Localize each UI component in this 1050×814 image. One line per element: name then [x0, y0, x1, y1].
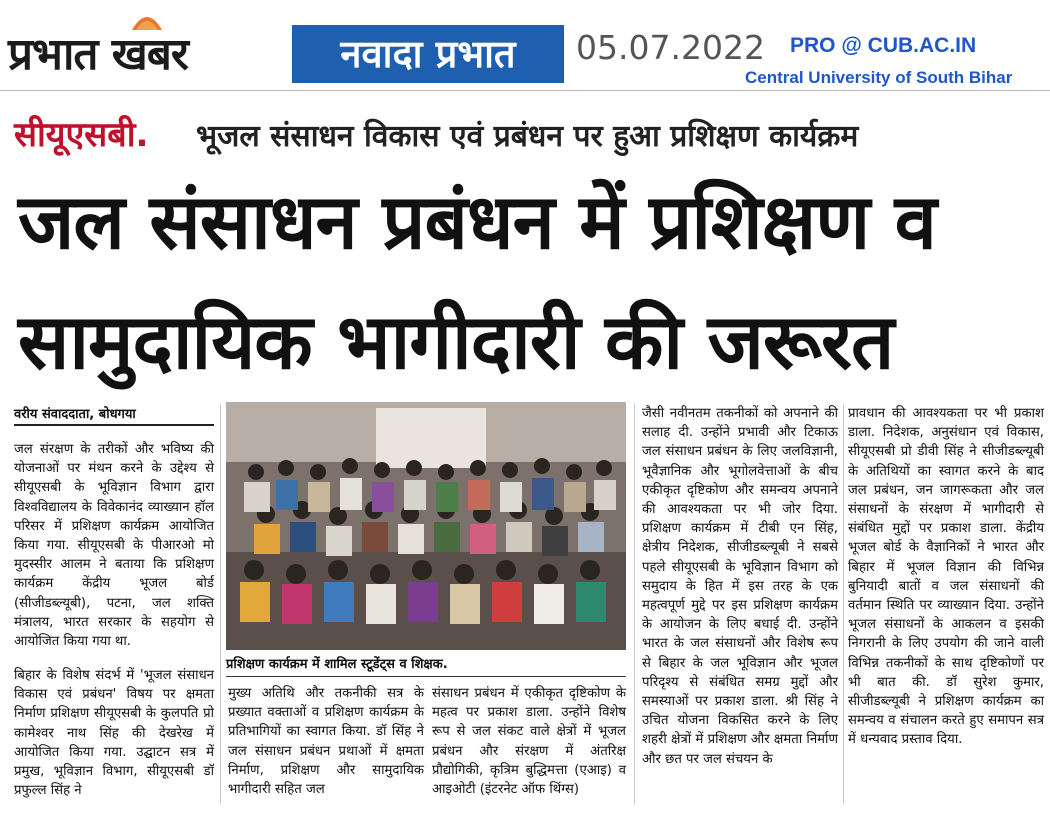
caption-divider	[226, 676, 626, 677]
newspaper-brand: प्रभात खबर	[8, 29, 188, 80]
headline-line-1: जल संसाधन प्रबंधन में प्रशिक्षण व	[18, 177, 936, 266]
kicker-text: भूजल संसाधन विकास एवं प्रबंधन पर हुआ प्रशिक्षण कार्यक्रम	[196, 119, 859, 154]
university-name: Central University of South Bihar	[745, 68, 1013, 87]
headline-line-2: सामुदायिक भागीदारी की जरूरत	[18, 297, 894, 386]
publication-date: 05.07.2022	[576, 28, 765, 67]
group-photo	[226, 402, 626, 650]
masthead-divider	[0, 90, 1050, 91]
byline: वरीय संवाददाता, बोधगया	[14, 404, 214, 426]
column-divider	[843, 404, 844, 804]
article-column-2: मुख्य अतिथि और तकनीकी सत्र के प्रख्यात वक्ताओं व प्रशिक्षण कार्यक्रम के प्रतिभागियों का स्वागत किया. डॉ सिंह ने जल संसाधन प्रबंधन प्रथाओं में क्षमता निर्माण, प्रशिक्षण और सामुदायिक भागीदारी सहित जल	[228, 686, 424, 798]
article-column-1-bottom: बिहार के विशेष संदर्भ में 'भूजल संसाधन विकास एवं प्रबंधन' विषय पर क्षमता निर्माण प्रशिक्षण सीयूएसबी के कुलपति प्रो कामेश्वर नाथ सिंह की देखरेख में आयोजित किया गया. उद्घाटन सत्र में प्रमुख, भूविज्ञान विभाग, सीयूएसबी डॉ प्रफुल्ल सिंह ने	[14, 668, 214, 799]
article-column-5: प्रावधान की आवश्यकता पर भी प्रकाश डाला. निदेशक, अनुसंधान एवं विकास, सीयूएसबी प्रो डीवी सिंह ने सीजीडब्ल्यूबी के अतिथियों का स्वागत करने के बाद जल प्रबंधन, जन जागरूकता और जल संसाधनों के संरक्षण में भागीदारी से संबंधित मुद्दों पर प्रकाश डाला. केंद्रीय भूजल बोर्ड के वैज्ञानिकों ने भारत और बिहार में भूजल विज्ञान की विभिन्न बुनियादी बातों व जल संसाधनों की वर्तमान स्थिति पर व्याख्यान दिया. उन्होंने भूजल संसाधनों के आकलन व इसकी निगरानी के लिए उपयोग की जाने वाली विभिन्न तकनीकों के साथ दृष्टिकोणों पर भी बात की. डॉ सुरेश कुमार, सीजीडब्ल्यूबी ने प्रशिक्षण कार्यक्रम का समन्वय व संचालन करते हुए समापन सत्र में धन्यवाद प्रस्ताव दिया.	[848, 406, 1044, 748]
edition-banner: नवादा प्रभात	[292, 25, 564, 83]
article-column-1-top: जल संरक्षण के तरीकों और भविष्य की योजनाओं पर मंथन करने के उद्देश्य से सीयूएसबी के भूविज्ञान विभाग द्वारा विश्वविद्यालय के विवेकानंद व्याख्यान हॉल परिसर में प्रशिक्षण कार्यक्रम आयोजित किया गया. सीयूएसबी के पीआरओ मो मुदस्सीर आलम ने बताया कि प्रशिक्षण कार्यक्रम केंद्रीय भूजल बोर्ड (सीजीडब्ल्यूबी), पटना, जल शक्ति मंत्रालय, भारत सरकार के सहयोग से आयोजित किया गया था.	[14, 442, 214, 650]
kicker-tag: सीयूएसबी.	[14, 115, 149, 155]
pro-email: PRO @ CUB.AC.IN	[790, 34, 977, 57]
column-divider	[220, 404, 221, 804]
article-column-3: संसाधन प्रबंधन में एकीकृत दृष्टिकोण के महत्व पर प्रकाश डाला. उन्होंने विशेष रूप से जल संकट वाले क्षेत्रों में भूजल प्रबंधन और संरक्षण में अंतरिक्ष प्रौद्योगिकी, कृत्रिम बुद्धिमत्ता (एआइ) व आइओटी (इंटरनेट ऑफ थिंग्स)	[432, 686, 626, 798]
photo-caption: प्रशिक्षण कार्यक्रम में शामिल स्टूडेंट्स व शिक्षक.	[226, 657, 448, 672]
article-column-4: जैसी नवीनतम तकनीकों को अपनाने की सलाह दी. उन्होंने प्रभावी और टिकाऊ जल संसाधन प्रबंधन के लिए जलविज्ञानी, भूवैज्ञानिक और भूगोलवेत्ताओं के बीच एकीकृत दृष्टिकोण और समन्वय अपनाने की आवश्यकता पर भी जोर दिया. प्रशिक्षण कार्यक्रम में टीबी एन सिंह, क्षेत्रीय निदेशक, सीजीडब्ल्यूबी ने सबसे पहले सीयूएसबी के भूविज्ञान विभाग को समुदाय के हित में इस तरह के एक महत्वपूर्ण मुद्दे पर इस प्रशिक्षण कार्यक्रम के आयोजन के लिए बधाई दी. उन्होंने भारत के जल संसाधनों और विशेष रूप से बिहार के जल भूविज्ञान और भूजल परिदृश्य से संबंधित समग्र मुद्दों और समस्याओं पर प्रकाश डाला. श्री सिंह ने उचित योजना विकसित करने के लिए शहरी क्षेत्रों में प्रशिक्षण और क्षमता निर्माण और छत पर जल संचयन के	[642, 406, 838, 767]
column-divider	[634, 404, 635, 804]
